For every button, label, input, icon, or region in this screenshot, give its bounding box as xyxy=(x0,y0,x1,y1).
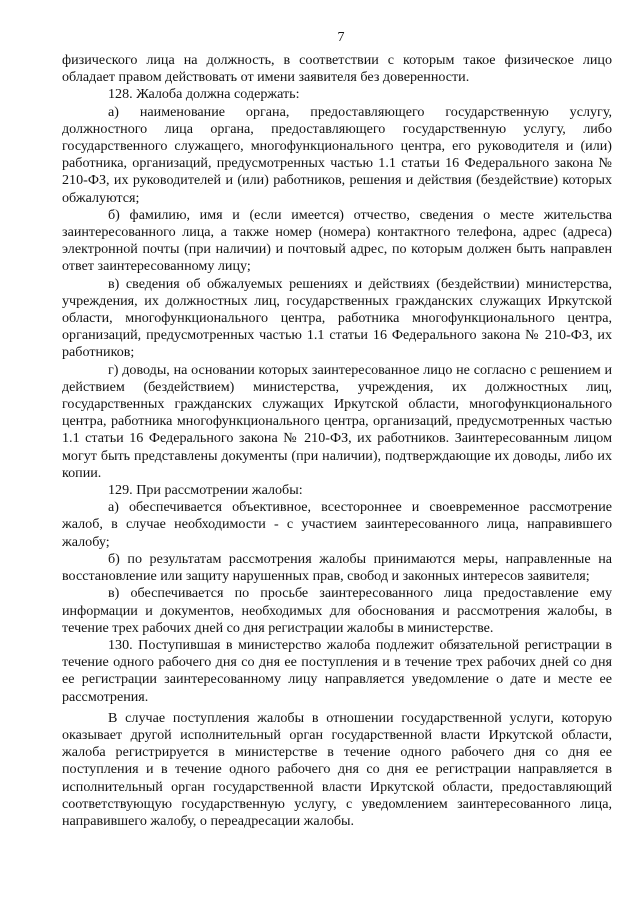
paragraph-129-v: в) обеспечивается по просьбе заинтересованного лица предоставление ему информации и документов, необходимых для обоснования и рассмотрения жалобы, в течение трех рабочих дней со дня регистрации жалобы в министерстве. xyxy=(62,585,612,636)
page-number: 7 xyxy=(337,30,345,45)
paragraph-128-a: а) наименование органа, предоставляющего государственную услугу, должностного лица органа, предоставляющего государственную услугу, либо государственного служащего, многофункционального центра, его руководителя и (или) работника, организаций, предусмотренных частью 1.1 статьи 16 Федерального закона № 210-ФЗ, их руководителей и (или) работников, решения и действия (бездействие) которых обжалуются; xyxy=(62,103,612,206)
paragraph-129-heading: 129. При рассмотрении жалобы: xyxy=(108,482,303,499)
paragraph-128-b: б) фамилию, имя и (если имеется) отчество, сведения о месте жительства заинтересованного лица, а также номер (номера) контактного телефона, адрес (адреса) электронной почты (при наличии) и почтовый адрес, по которым должен быть направлен ответ заинтересованному лицу; xyxy=(62,206,612,275)
paragraph-130-redirect: В случае поступления жалобы в отношении государственной услуги, которую оказывает другой исполнительный орган государственной власти Иркутской области, жалоба регистрируется в министерстве в течение одного рабочего дня со дня ее поступления и в течение одного рабочего дня со дня ее регистрации направляется в исполнительный орган государственной власти Иркутской области, предоставляющий соответствующую государственную услугу, с уведомлением заинтересованного лица, направившего жалобу, о переадресации жалобы. xyxy=(62,709,612,829)
paragraph-continuation: физического лица на должность, в соответствии с которым такое физическое лицо обладает правом действовать от имени заявителя без доверенности. xyxy=(62,52,612,86)
paragraph-129-b: б) по результатам рассмотрения жалобы принимаются меры, направленные на восстановление или защиту нарушенных прав, свобод и законных интересов заявителя; xyxy=(62,550,612,585)
paragraph-128-g: г) доводы, на основании которых заинтересованное лицо не согласно с решением и действием (бездействием) министерства, учреждения, их должностных лиц, государственных гражданских служащих Иркутской области, многофункционального центра, работника многофункционального центра, организаций, предусмотренных частью 1.1 статьи 16 Федерального закона № 210-ФЗ, их работников. Заинтересованным лицом могут быть представлены документы (при наличии), подтверждающие их доводы, либо их копии. xyxy=(62,361,612,481)
paragraph-128-heading: 128. Жалоба должна содержать: xyxy=(108,86,300,103)
paragraph-128-v: в) сведения об обжалуемых решениях и действиях (бездействии) министерства, учреждения, их должностных лиц, государственных гражданских служащих Иркутской области, многофункционального центра, работника многофункционального центра, организаций, предусмотренных частью 1.1 статьи 16 Федерального закона № 210-ФЗ, их работников; xyxy=(62,275,612,361)
paragraph-130: 130. Поступившая в министерство жалоба подлежит обязательной регистрации в течение одного рабочего дня со дня ее поступления и в течение трех рабочих дней со дня ее регистрации заинтересованному лицу направляется уведомление о дате и месте ее рассмотрения. xyxy=(62,636,612,705)
paragraph-129-a: а) обеспечивается объективное, всестороннее и своевременное рассмотрение жалоб, в случае необходимости - с участием заинтересованного лица, направившего жалобу; xyxy=(62,499,612,550)
